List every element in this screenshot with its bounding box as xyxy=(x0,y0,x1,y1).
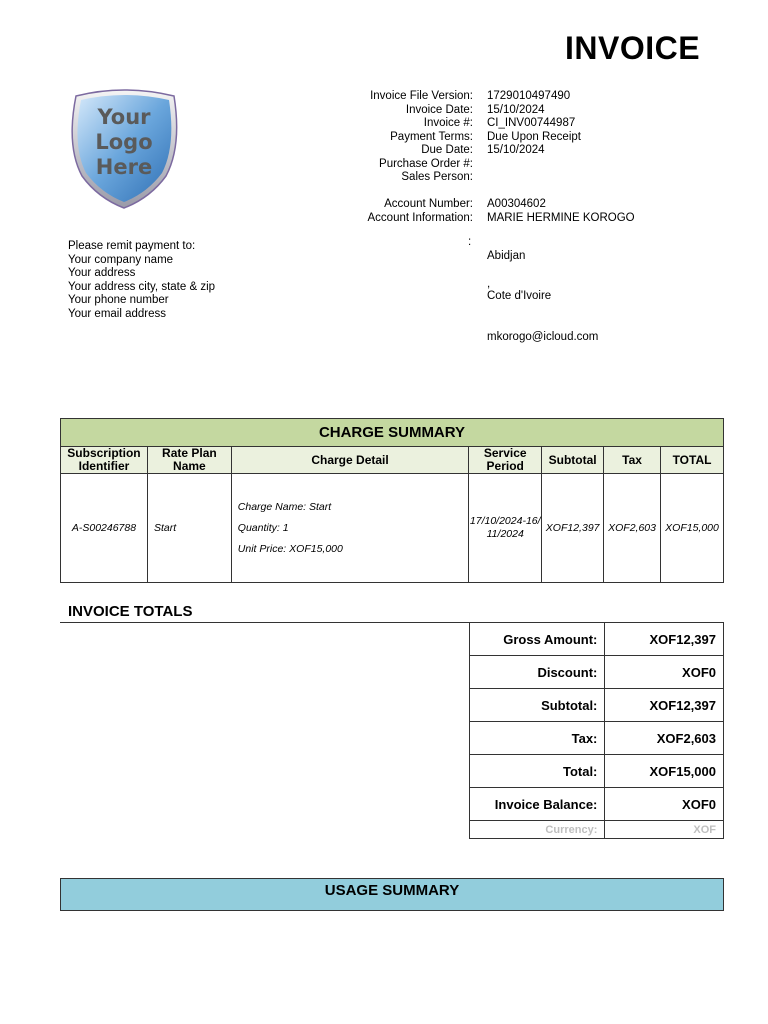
invoice-totals-table xyxy=(469,622,724,839)
remit-city: Your address city, state & zip xyxy=(68,280,216,293)
file-version-value: 1729010497490 xyxy=(487,90,571,102)
account-number-value: A00304602 xyxy=(487,198,546,210)
due-date-value: 15/10/2024 xyxy=(487,144,545,156)
header-subscription-identifier: Subscription Identifier xyxy=(61,447,148,474)
currency-label: Currency: xyxy=(470,821,605,839)
invoice-number-label: Invoice #: xyxy=(423,117,473,129)
charge-summary-title: CHARGE SUMMARY xyxy=(61,419,724,447)
purchase-order-value xyxy=(487,158,747,172)
usage-summary-title: USAGE SUMMARY xyxy=(60,878,724,911)
header-rate-plan-name: Rate Plan Name xyxy=(147,447,231,474)
header-tax: Tax xyxy=(604,447,661,474)
charge-summary-table xyxy=(60,418,724,583)
invoice-balance-value: XOF0 xyxy=(605,788,724,821)
currency-value: XOF xyxy=(605,821,724,839)
total-row xyxy=(470,755,724,788)
gross-amount-label: Gross Amount: xyxy=(470,623,605,656)
account-email: mkorogo@icloud.com xyxy=(487,331,599,343)
total-cell: XOF15,000 xyxy=(661,474,724,583)
charge-unit-price: Unit Price: XOF15,000 xyxy=(237,543,343,555)
remit-email: Your email address xyxy=(68,307,167,320)
discount-row xyxy=(470,656,724,689)
remit-to-block xyxy=(68,240,215,321)
subtotal-cell: XOF12,397 xyxy=(542,474,604,583)
invoice-totals-title: INVOICE TOTALS xyxy=(68,603,193,620)
logo-line-3: Here xyxy=(95,155,153,179)
subscription-id-cell: A-S00246788 xyxy=(61,474,148,583)
company-logo-shield-icon xyxy=(62,86,186,210)
subtotal-label: Subtotal: xyxy=(470,689,605,722)
table-row xyxy=(61,474,724,583)
invoice-number-value: CI_INV00744987 xyxy=(487,117,576,129)
charge-detail-cell xyxy=(231,474,468,583)
service-period-cell: 17/10/2024-16/11/2024 xyxy=(469,474,542,583)
payment-terms-label: Payment Terms: xyxy=(390,130,473,143)
remit-heading: Please remit payment to: xyxy=(68,240,196,252)
charge-quantity: Quantity: 1 xyxy=(237,522,289,534)
account-information-label: Account Information: xyxy=(367,211,473,224)
discount-value: XOF0 xyxy=(605,656,724,689)
remit-address: Your address xyxy=(68,267,136,279)
invoice-date-label: Invoice Date: xyxy=(405,103,473,116)
total-label: Total: xyxy=(470,755,605,788)
invoice-balance-row xyxy=(470,788,724,821)
logo-line-2: Logo xyxy=(95,130,153,154)
tax-value: XOF2,603 xyxy=(605,722,724,755)
remit-company: Your company name xyxy=(68,253,174,266)
currency-row xyxy=(470,821,724,839)
file-version-label: Invoice File Version: xyxy=(370,90,473,102)
purchase-order-label: Purchase Order #: xyxy=(379,157,473,170)
discount-label: Discount: xyxy=(470,656,605,689)
payment-terms-value: Due Upon Receipt xyxy=(487,130,581,143)
invoice-balance-label: Invoice Balance: xyxy=(470,788,605,821)
account-number-label: Account Number: xyxy=(384,198,473,210)
sales-person-value xyxy=(487,171,747,185)
header-subtotal: Subtotal xyxy=(542,447,604,474)
tax-row xyxy=(470,722,724,755)
total-value: XOF15,000 xyxy=(605,755,724,788)
invoice-title: INVOICE xyxy=(565,30,701,66)
address-colon: : xyxy=(468,236,472,248)
account-city: Abidjan xyxy=(487,250,526,262)
sales-person-label: Sales Person: xyxy=(401,171,473,183)
invoice-date-value: 15/10/2024 xyxy=(487,103,545,116)
remit-phone: Your phone number xyxy=(68,294,169,306)
tax-cell: XOF2,603 xyxy=(604,474,661,583)
gross-amount-value: XOF12,397 xyxy=(605,623,724,656)
account-information-value: MARIE HERMINE KOROGO xyxy=(487,211,635,224)
account-comma: , xyxy=(487,278,491,290)
subtotal-value: XOF12,397 xyxy=(605,689,724,722)
invoice-info-values xyxy=(487,90,747,225)
account-country: Cote d'Ivoire xyxy=(487,290,552,302)
header-total: TOTAL xyxy=(661,447,724,474)
header-charge-detail: Charge Detail xyxy=(231,447,468,474)
invoice-info-labels xyxy=(330,90,473,225)
charge-name: Charge Name: Start xyxy=(237,501,332,513)
logo-line-1: Your xyxy=(97,105,151,129)
header-service-period: Service Period xyxy=(469,447,542,474)
totals-divider xyxy=(60,622,470,623)
rate-plan-cell: Start xyxy=(147,474,231,583)
tax-label: Tax: xyxy=(470,722,605,755)
gross-amount-row xyxy=(470,623,724,656)
subtotal-row xyxy=(470,689,724,722)
due-date-label: Due Date: xyxy=(421,144,473,156)
